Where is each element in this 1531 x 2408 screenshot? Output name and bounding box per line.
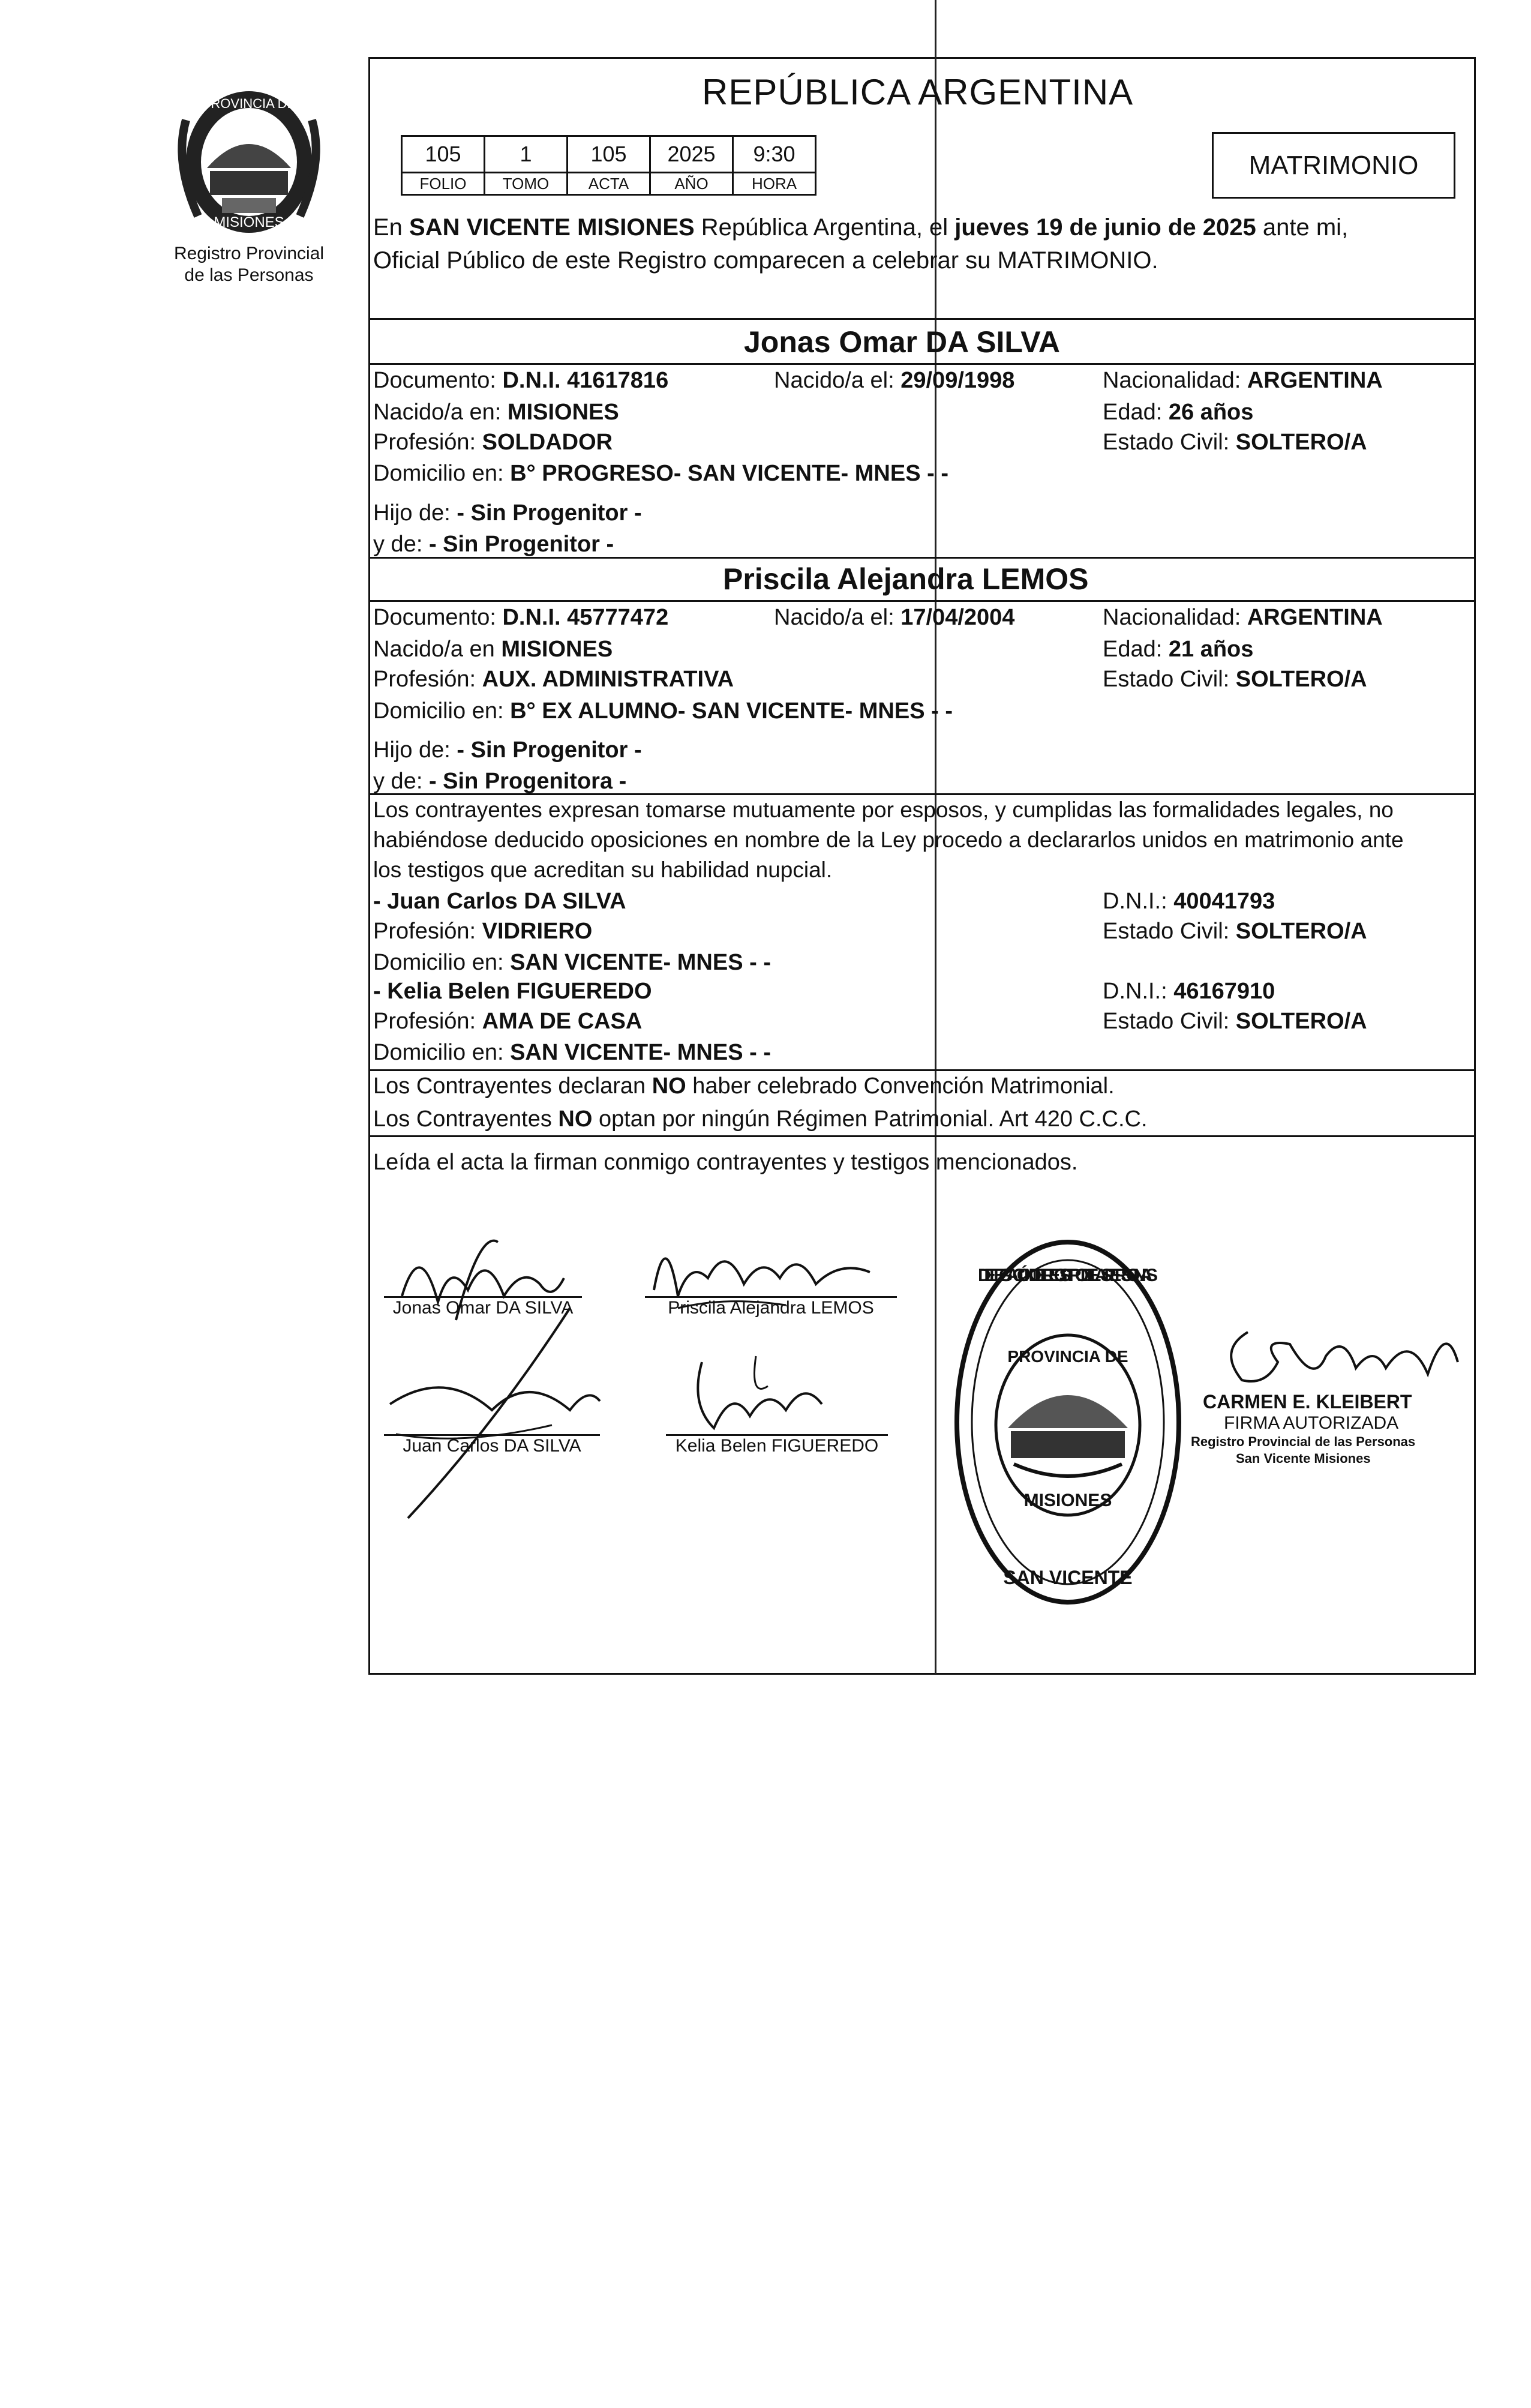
- convention-line-2: Los Contrayentes NO optan por ningún Régimen Patrimonial. Art 420 C.C.C.: [373, 1106, 1148, 1132]
- anio-value: 2025: [650, 136, 733, 173]
- divider: [368, 1135, 1474, 1137]
- intro-line-2: Oficial Público de este Registro comparecen a celebrar su MATRIMONIO.: [373, 247, 1158, 274]
- spouse-2-profession: Profesión: AUX. ADMINISTRATIVA: [373, 667, 734, 692]
- witness-1-civil-status: Estado Civil: SOLTERO/A: [1103, 919, 1367, 944]
- intro-line-1: En SAN VICENTE MISIONES República Argentina, el jueves 19 de junio de 2025 ante mi,: [373, 214, 1349, 241]
- logo-caption-2: de las Personas: [184, 265, 314, 285]
- spouse-2-birthdate: Nacido/a el: 17/04/2004: [774, 605, 1015, 630]
- acta-label: ACTA: [568, 173, 650, 195]
- witness-2-profession: Profesión: AMA DE CASA: [373, 1009, 643, 1034]
- svg-text:MISIONES: MISIONES: [214, 214, 284, 230]
- spouse-1-birthdate: Nacido/a el: 29/09/1998: [774, 368, 1015, 393]
- spouse-1-profession: Profesión: SOLDADOR: [373, 430, 613, 455]
- signature-scribble-3: [372, 1296, 612, 1524]
- svg-text:DELEGACIÓN DEL REGISTRO DE LAS: DELEGACIÓN DEL REGISTRO DE LAS PERSONAS: [978, 1266, 1158, 1285]
- spouse-1-parent-1: Hijo de: - Sin Progenitor -: [373, 500, 642, 526]
- witness-1-name: - Juan Carlos DA SILVA: [373, 889, 626, 914]
- witness-2-address: Domicilio en: SAN VICENTE- MNES - -: [373, 1040, 771, 1065]
- svg-text:SAN VICENTE: SAN VICENTE: [1003, 1567, 1133, 1588]
- svg-text:MISIONES: MISIONES: [1023, 1491, 1112, 1510]
- officer-place: San Vicente Misiones: [1236, 1451, 1371, 1466]
- anio-label: AÑO: [650, 173, 733, 195]
- province-seal-icon: [162, 84, 336, 240]
- act-type-label: MATRIMONIO: [1248, 150, 1419, 180]
- hora-value: 9:30: [733, 136, 816, 173]
- witness-1-dni: D.N.I.: 40041793: [1103, 889, 1275, 914]
- witness-2-name: - Kelia Belen FIGUEREDO: [373, 979, 652, 1004]
- officer-signature-scribble: [1206, 1308, 1464, 1398]
- divider: [368, 600, 1474, 602]
- folio-label: FOLIO: [402, 173, 485, 195]
- declaration-line-3: los testigos que acreditan su habilidad nupcial.: [373, 857, 833, 882]
- logo-caption-1: Registro Provincial: [173, 244, 325, 263]
- official-seal-stamp: [936, 1224, 1200, 1644]
- hora-label: HORA: [733, 173, 816, 195]
- witness-1-address: Domicilio en: SAN VICENTE- MNES - -: [373, 950, 771, 975]
- officer-name: CARMEN E. KLEIBERT: [1203, 1391, 1412, 1413]
- divider: [368, 793, 1474, 795]
- divider: [368, 363, 1474, 365]
- spouse-2-age: Edad: 21 años: [1103, 637, 1254, 662]
- spouse-1-age: Edad: 26 años: [1103, 400, 1254, 425]
- svg-text:PROVINCIA DE: PROVINCIA DE: [1007, 1347, 1128, 1366]
- spouse-1-name: Jonas Omar DA SILVA: [744, 325, 1060, 359]
- spouse-2-document: Documento: D.N.I. 45777472: [373, 605, 669, 630]
- convention-line-1: Los Contrayentes declaran NO haber celebrado Convención Matrimonial.: [373, 1073, 1115, 1099]
- spouse-2-nationality: Nacionalidad: ARGENTINA: [1103, 605, 1383, 630]
- spouse-1-document: Documento: D.N.I. 41617816: [373, 368, 669, 393]
- spouse-2-name: Priscila Alejandra LEMOS: [723, 562, 1089, 596]
- tomo-label: TOMO: [485, 173, 568, 195]
- divider: [368, 557, 1474, 559]
- closing-statement: Leída el acta la firman conmigo contrayentes y testigos mencionados.: [373, 1150, 1078, 1175]
- divider: [368, 1069, 1474, 1071]
- witness-2-dni: D.N.I.: 46167910: [1103, 979, 1275, 1004]
- spouse-2-parent-1: Hijo de: - Sin Progenitor -: [373, 737, 642, 763]
- spouse-2-parent-2: y de: - Sin Progenitora -: [373, 769, 627, 794]
- spouse-1-parent-2: y de: - Sin Progenitor -: [373, 532, 614, 557]
- act-type-box: [1212, 132, 1455, 199]
- declaration-line-2: habiéndose deducido oposiciones en nombre de la Ley procedo a declararlos unidos en matrimonio ante: [373, 827, 1404, 852]
- signature-name-1: Jonas Omar DA SILVA: [392, 1298, 574, 1318]
- registry-logo: [162, 84, 336, 286]
- officer-title: FIRMA AUTORIZADA: [1224, 1413, 1399, 1433]
- page-title: REPÚBLICA ARGENTINA: [702, 72, 1134, 112]
- acta-value: 105: [568, 136, 650, 173]
- signature-scribble-4: [666, 1350, 858, 1440]
- spouse-1-birthplace: Nacido/a en: MISIONES: [373, 400, 619, 425]
- folio-value: 105: [402, 136, 485, 173]
- spouse-1-nationality: Nacionalidad: ARGENTINA: [1103, 368, 1383, 393]
- svg-text:PROVINCIA DE: PROVINCIA DE: [202, 96, 296, 111]
- tomo-value: 1: [485, 136, 568, 173]
- spouse-2-birthplace: Nacido/a en MISIONES: [373, 637, 613, 662]
- witness-2-civil-status: Estado Civil: SOLTERO/A: [1103, 1009, 1367, 1034]
- signature-name-2: Priscila Alejandra LEMOS: [668, 1298, 874, 1318]
- spouse-2-civil-status: Estado Civil: SOLTERO/A: [1103, 667, 1367, 692]
- witness-1-profession: Profesión: VIDRIERO: [373, 919, 593, 944]
- officer-organization: Registro Provincial de las Personas: [1191, 1434, 1416, 1449]
- signature-name-4: Kelia Belen FIGUEREDO: [675, 1436, 879, 1456]
- declaration-line-1: Los contrayentes expresan tomarse mutuamente por esposos, y cumplidas las formalidades legales, no: [373, 797, 1394, 822]
- spouse-2-address: Domicilio en: B° EX ALUMNO- SAN VICENTE- MNES - -: [373, 698, 953, 724]
- act-metadata-table: [401, 135, 816, 196]
- divider: [368, 318, 1474, 320]
- spouse-1-civil-status: Estado Civil: SOLTERO/A: [1103, 430, 1367, 455]
- spouse-1-address: Domicilio en: B° PROGRESO- SAN VICENTE- MNES - -: [373, 461, 948, 486]
- signature-name-3: Juan Carlos DA SILVA: [403, 1436, 581, 1456]
